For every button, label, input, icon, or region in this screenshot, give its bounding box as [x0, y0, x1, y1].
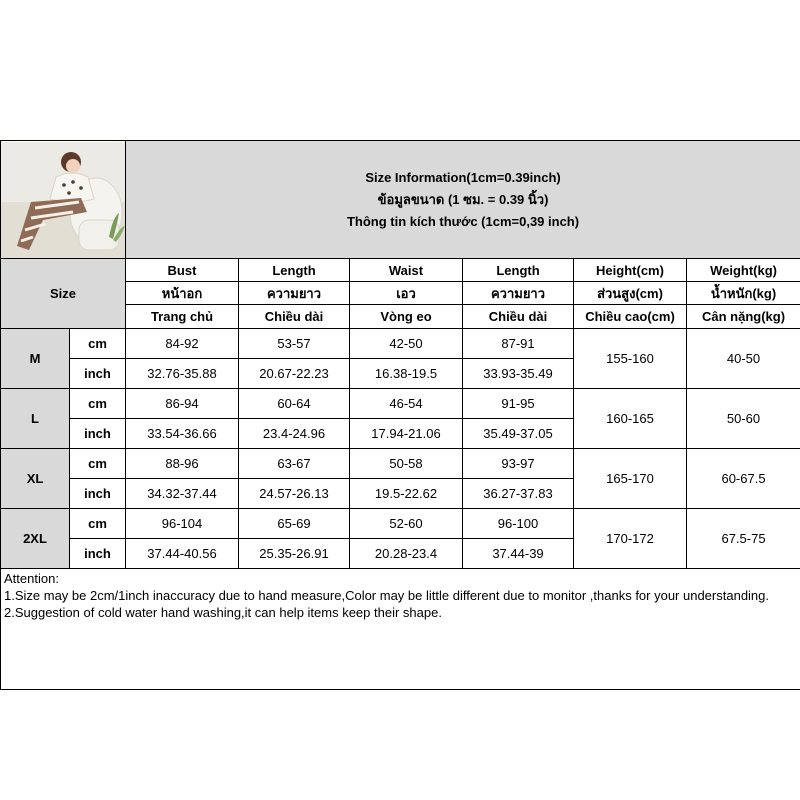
cell-value: 20.28-23.4 [350, 539, 463, 569]
title-en: Size Information(1cm=0.39inch) [365, 169, 561, 185]
size-table [0, 140, 800, 690]
weight-value: 60-67.5 [687, 449, 800, 509]
col-header-vi: Vòng eo [350, 305, 463, 329]
col-header-vi: Cân nặng(kg) [687, 305, 800, 329]
cell-value: 50-58 [350, 449, 463, 479]
title-block [126, 141, 800, 259]
title-th: ข้อมูลขนาด (1 ซม. = 0.39 นิ้ว) [377, 191, 549, 207]
col-header-th: ความยาว [463, 282, 574, 305]
unit-inch: inch [70, 539, 126, 569]
cell-value: 16.38-19.5 [350, 359, 463, 389]
cell-value: 60-64 [239, 389, 350, 419]
col-header-th: ความยาว [239, 282, 350, 305]
col-header-th: หน้าอก [126, 282, 239, 305]
unit-inch: inch [70, 479, 126, 509]
cell-value: 96-104 [126, 509, 239, 539]
height-value: 165-170 [574, 449, 687, 509]
col-header-en: Length [239, 259, 350, 282]
attention-heading: Attention: [4, 571, 59, 586]
cell-value: 17.94-21.06 [350, 419, 463, 449]
cell-value: 37.44-40.56 [126, 539, 239, 569]
size-chart [0, 140, 800, 694]
attention-line-2: 2.Suggestion of cold water hand washing,it can help items keep their shape. [4, 605, 442, 620]
model-photo-icon [1, 142, 125, 258]
cell-value: 23.4-24.96 [239, 419, 350, 449]
weight-value: 67.5-75 [687, 509, 800, 569]
col-header-vi: Chiều dài [463, 305, 574, 329]
cell-value: 86-94 [126, 389, 239, 419]
size-header: Size [1, 259, 126, 329]
table-row [1, 329, 800, 359]
weight-value: 40-50 [687, 329, 800, 389]
col-header-en: Height(cm) [574, 259, 687, 282]
size-name: L [1, 389, 70, 449]
attention-line-1: 1.Size may be 2cm/1inch inaccuracy due to hand measure,Color may be little different due to monitor ,thanks for your understanding. [4, 588, 770, 603]
table-row [1, 389, 800, 419]
col-header-en: Length [463, 259, 574, 282]
col-header-th: เอว [350, 282, 463, 305]
cell-value: 37.44-39 [463, 539, 574, 569]
height-value: 155-160 [574, 329, 687, 389]
cell-value: 52-60 [350, 509, 463, 539]
cell-value: 34.32-37.44 [126, 479, 239, 509]
cell-value: 93-97 [463, 449, 574, 479]
table-row [1, 449, 800, 479]
cell-value: 19.5-22.62 [350, 479, 463, 509]
cell-value: 63-67 [239, 449, 350, 479]
cell-value: 32.76-35.88 [126, 359, 239, 389]
cell-value: 35.49-37.05 [463, 419, 574, 449]
attention-note [1, 569, 800, 690]
cell-value: 20.67-22.23 [239, 359, 350, 389]
unit-cm: cm [70, 449, 126, 479]
col-header-th: น้ำหนัก(kg) [687, 282, 800, 305]
unit-cm: cm [70, 509, 126, 539]
cell-value: 88-96 [126, 449, 239, 479]
unit-inch: inch [70, 359, 126, 389]
col-header-th: ส่วนสูง(cm) [574, 282, 687, 305]
col-header-vi: Chiều cao(cm) [574, 305, 687, 329]
col-header-en: Weight(kg) [687, 259, 800, 282]
size-name: XL [1, 449, 70, 509]
cell-value: 24.57-26.13 [239, 479, 350, 509]
title-vi: Thông tin kích thước (1cm=0,39 inch) [346, 213, 580, 229]
weight-value: 50-60 [687, 389, 800, 449]
size-name: 2XL [1, 509, 70, 569]
unit-cm: cm [70, 389, 126, 419]
cell-value: 33.54-36.66 [126, 419, 239, 449]
unit-cm: cm [70, 329, 126, 359]
table-row [1, 509, 800, 539]
col-header-vi: Chiều dài [239, 305, 350, 329]
cell-value: 53-57 [239, 329, 350, 359]
cell-value: 33.93-35.49 [463, 359, 574, 389]
height-value: 170-172 [574, 509, 687, 569]
cell-value: 84-92 [126, 329, 239, 359]
height-value: 160-165 [574, 389, 687, 449]
cell-value: 91-95 [463, 389, 574, 419]
cell-value: 65-69 [239, 509, 350, 539]
col-header-en: Bust [126, 259, 239, 282]
col-header-vi: Trang chủ [126, 305, 239, 329]
cell-value: 96-100 [463, 509, 574, 539]
model-photo [1, 141, 126, 259]
unit-inch: inch [70, 419, 126, 449]
cell-value: 36.27-37.83 [463, 479, 574, 509]
size-name: M [1, 329, 70, 389]
cell-value: 42-50 [350, 329, 463, 359]
col-header-en: Waist [350, 259, 463, 282]
cell-value: 87-91 [463, 329, 574, 359]
cell-value: 46-54 [350, 389, 463, 419]
cell-value: 25.35-26.91 [239, 539, 350, 569]
